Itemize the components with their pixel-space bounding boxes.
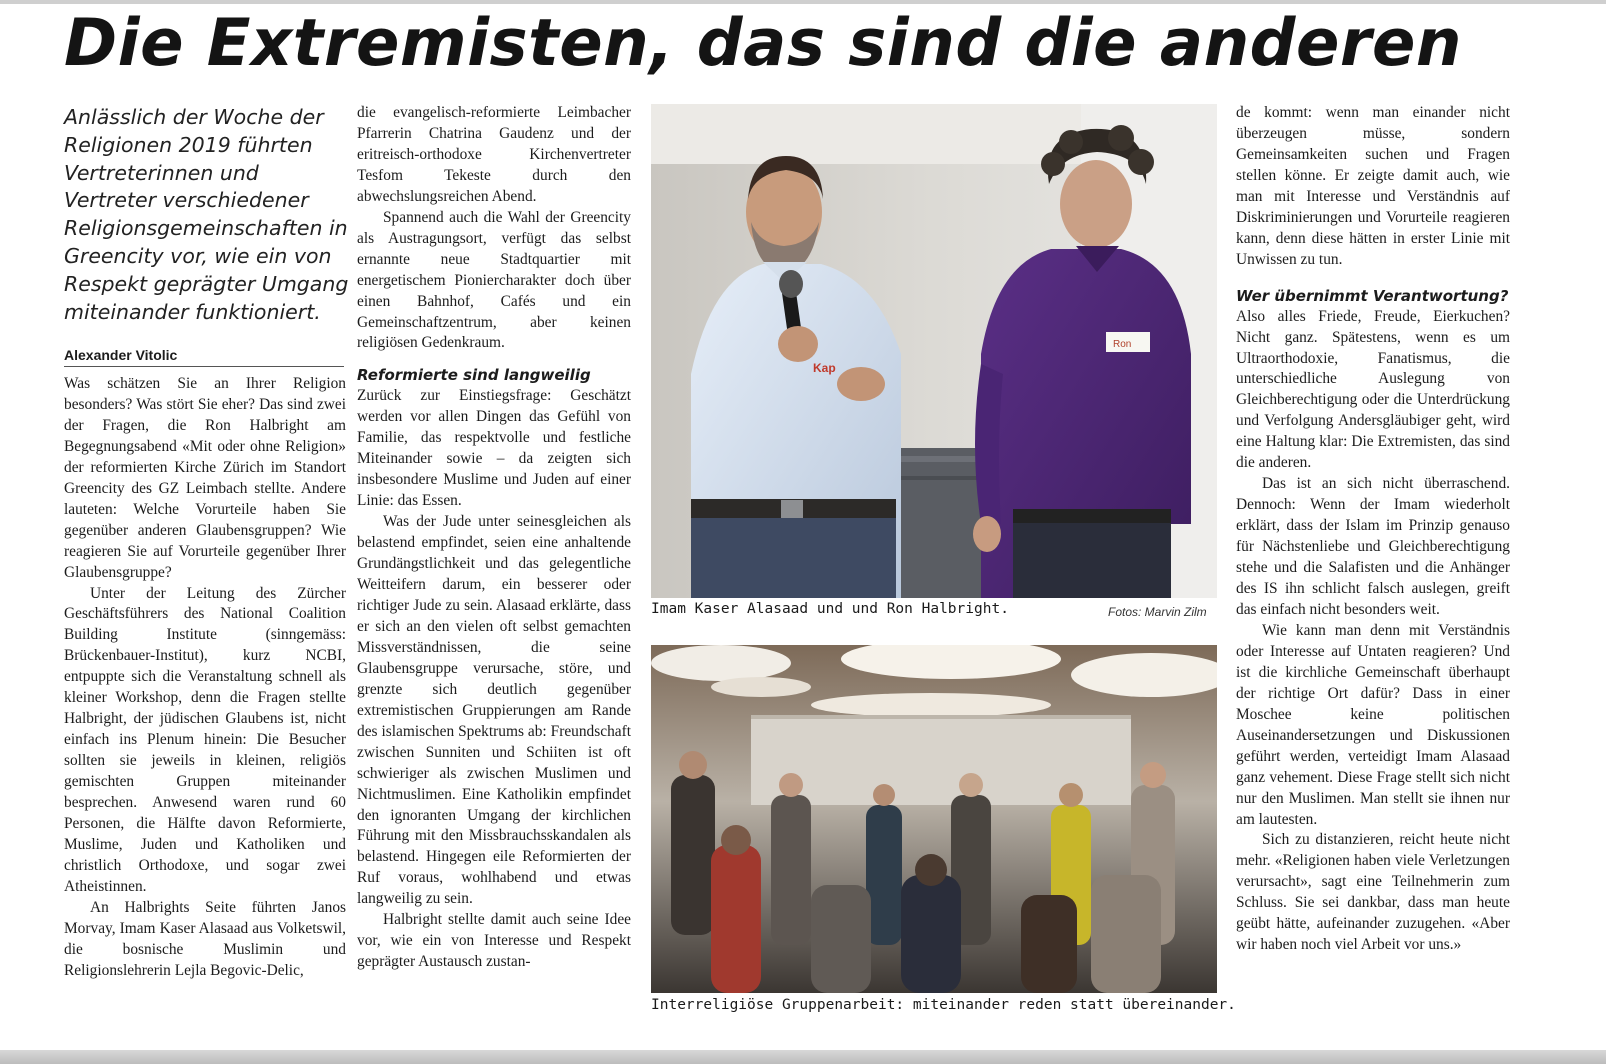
article-column-1 [64, 374, 346, 982]
author-byline: Alexander Vitolic [64, 347, 344, 367]
speakers-photo [651, 104, 1217, 598]
lead-paragraph: Anlässlich der Woche der Religionen 2019 führten Vertreterinnen und Vertreter verschiedener Religionsgemeinschaften in Greencity vor, wie ein von Respekt geprägter Umgang miteinander funktioniert. [64, 105, 349, 324]
paragraph: de kommt: wenn man einander nicht überzeugen müsse, sondern Gemeinsamkeiten suchen und Fragen stellen könne. Er zeigte damit auch, wie man mit Interesse und Verständnis auf Diskriminierungen und Vorurteile reagieren kann, denn diese hätten in erster Linie mit Unwissen zu tun. [1236, 104, 1510, 268]
paragraph: die evangelisch-reformierte Leimbacher Pfarrerin Chatrina Gaudenz und der eritreisch-orthodoxe Kirchenvertreter Tesfom Tekeste durch den abwechslungsreichen Abend. [357, 104, 631, 205]
paragraph: Halbright stellte damit auch seine Idee vor, wie ein von Interesse und Respekt geprägter Austausch zustan- [357, 911, 631, 971]
page-bottom-edge [0, 1050, 1606, 1064]
paragraph: Unter der Leitung des Zürcher Geschäftsführers des National Coalition Building Institute (sinngemäss: Brückenbauer-Institut), kurz NCBI, entpuppte sich die Veranstaltung schnell als kleiner Workshop, denn die Fragen stellte Halbright, der jüdischen Glaubens ist, nicht einfach ins Plenum hinein: Die Besucher sollten sie jeweils in kleinen, religiös gemischten Gruppen miteinander besprechen. Anwesend waren rund 60 Personen, die Hälfte davon Reformierte, Muslime, Juden und Katholiken und christlich Orthodoxe, und sogar zwei Atheistinnen. [64, 584, 346, 895]
group-work-photo [651, 645, 1217, 993]
subheading: Reformierte sind langweilig [357, 366, 591, 385]
page-top-edge [0, 0, 1606, 4]
paragraph: An Halbrights Seite führten Janos Morvay, Imam Kaser Alasaad aus Volketswil, die bosnische Muslimin und Religionslehrerin Lejla Begovic-Delic, [64, 898, 346, 979]
article-column-4 [1236, 103, 1510, 956]
shirt-logo: Kap [813, 361, 836, 375]
paragraph: Spannend auch die Wahl der Greencity als Austragungsort, verfügt das selbst ernannte neue Stadtquartier mit energetischem Pioniercharakter doch über einen Bahnhof, Cafés und ein Gemeinschaftzentrum, aber keinen religiösen Gedenkraum. [357, 208, 631, 352]
subheading: Wer übernimmt Verantwortung? [1236, 286, 1509, 305]
paragraph: Zurück zur Einstiegsfrage: Geschätzt werden vor allen Dingen das Gefühl von Familie, das respektvolle und festliche Miteinander sowie – da zeigten sich insbesondere Muslime und Juden auf einer Linie: das Essen. [357, 387, 631, 510]
headline: Die Extremisten, das sind die anderen [64, 6, 1462, 81]
photo-caption-1: Imam Kaser Alasaad und und Ron Halbright. [651, 601, 1009, 617]
paragraph: Was der Jude unter seinesgleichen als belastend empfindet, seien eine anhaltende Grundängstlichkeit und das gelegentliche Weitteifern darum, ein besserer oder richtiger Jude zu sein. Alasaad erklärte, dass er sich an den vielen oft selbst gemachten Missverständnissen, die seine Glaubensgruppe verursache, störe, und grenzte sich deutlich gegenüber extremistischen Gruppierungen am Rande des islamischen Spektrums ab: Freundschaft zwischen Sunniten und Schiiten ist oft schwieriger als zwischen Muslimen und Nichtmuslimen. Eine Katholikin empfindet den ignoranten Umgang der kirchlichen Führung mit den Missbrauchsskandalen als belastend. Hingegen eile Reformierten der Ruf voraus, wohlhabend und etwas langweilig zu sein. [357, 513, 631, 908]
paragraph: Was schätzen Sie an Ihrer Religion besonders? Was stört Sie eher? Das sind zwei der Fragen, die Ron Halbright am Begegnungsabend «Mit oder ohne Religion» der reformierten Kirche Zürich im Standort Greencity des GZ Leimbach stellte. Andere lauteten: Welche Vorurteile haben Sie gegenüber anderen Glaubensgruppen? Wie reagieren Sie auf Vorurteile gegenüber Ihrer Glaubensgruppe? [64, 375, 346, 581]
paragraph: Wie kann man denn mit Verständnis oder Interesse auf Untaten reagieren? Und ist die kirchliche Gemeinschaft überhaupt der richtige Ort dafür? Dass in einer Moschee keine politischen Auseinandersetzungen und Diskussionen geführt werden, verteidigt Imam Alasaad ganz vehement. Diese Frage stellt sich nicht nur den Muslimen. Man stellt sie ihnen nur am lautesten. [1236, 621, 1510, 828]
paragraph: Also alles Friede, Freude, Eierkuchen? Nicht ganz. Spätestens, wenn es um Ultraorthodoxie, Fanatismus, die unterschiedliche Auslegung von Gleichberechtigung oder die Unterdrückung und Verfolgung Andersgläubiger geht, wird eine Haltung klar: Die Extremisten, das sind die anderen. [1236, 307, 1510, 472]
paragraph: Sich zu distanzieren, reicht heute nicht mehr. «Religionen haben viele Verletzungen verursacht», sagt eine Teilnehmerin zum Schluss. Sie sei dankbar, dass man heute geübt hätte, aufeinander zuzugehen. «Aber wir haben noch viel Arbeit vor uns.» [1236, 831, 1510, 954]
nametag-text: Ron [1113, 339, 1132, 350]
photo-caption-2: Interreligiöse Gruppenarbeit: miteinander reden statt übereinander. [651, 997, 1236, 1013]
photo-credit: Fotos: Marvin Zilm [1108, 605, 1207, 619]
paragraph: Das ist an sich nicht überraschend. Dennoch: Wenn der Imam wiederholt erklärt, dass der Islam im Prinzip genauso für Nächstenliebe und Gleichberechtigung stehe und die Salafisten und die Anhänger des IS ihn schlicht falsch auslegen, greift das einfach nicht besonders weit. [1236, 475, 1510, 618]
article-column-2 [357, 103, 631, 973]
